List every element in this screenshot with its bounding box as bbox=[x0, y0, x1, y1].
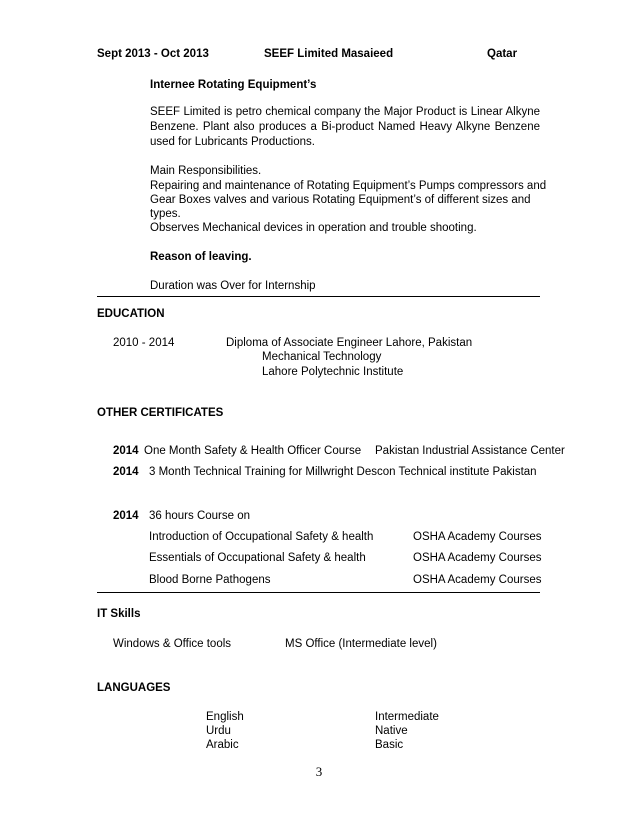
it-skills-heading: IT Skills bbox=[97, 608, 141, 620]
education-heading: EDUCATION bbox=[97, 308, 165, 320]
certificate-year: 2014 bbox=[113, 445, 139, 457]
section-divider bbox=[97, 592, 540, 593]
education-institute: Lahore Polytechnic Institute bbox=[262, 366, 404, 378]
certificate-course: One Month Safety & Health Officer Course bbox=[144, 445, 362, 457]
certificate-year: 2014 bbox=[113, 466, 139, 478]
language-level: Basic bbox=[375, 739, 404, 751]
language-level: Intermediate bbox=[375, 711, 439, 723]
page-number: 3 bbox=[315, 764, 323, 779]
responsibility-line: Observes Mechanical devices in operation and trouble shooting. bbox=[150, 222, 477, 234]
language-name: Arabic bbox=[206, 739, 239, 751]
osha-course-name: Blood Borne Pathogens bbox=[149, 574, 271, 586]
job-dates: Sept 2013 - Oct 2013 bbox=[97, 48, 209, 60]
osha-course-org: OSHA Academy Courses bbox=[413, 574, 542, 586]
responsibility-line: Gear Boxes valves and various Rotating Equipment’s of different sizes and bbox=[150, 194, 531, 206]
it-skill-level: MS Office (Intermediate level) bbox=[285, 638, 437, 650]
language-level: Native bbox=[375, 725, 408, 737]
osha-course-org: OSHA Academy Courses bbox=[413, 552, 542, 564]
responsibility-line: Repairing and maintenance of Rotating Equipment’s Pumps compressors and bbox=[150, 180, 547, 192]
languages-heading: LANGUAGES bbox=[97, 682, 171, 694]
certificate-course-title: 36 hours Course on bbox=[149, 510, 251, 522]
responsibility-line: types. bbox=[150, 208, 181, 220]
responsibilities-heading: Main Responsibilities. bbox=[150, 165, 262, 177]
education-years: 2010 - 2014 bbox=[113, 337, 175, 349]
language-name: Urdu bbox=[206, 725, 231, 737]
reason-text: Duration was Over for Internship bbox=[150, 280, 316, 292]
section-divider bbox=[97, 296, 540, 297]
osha-course-name: Introduction of Occupational Safety & health bbox=[149, 531, 374, 543]
education-field: Mechanical Technology bbox=[262, 351, 382, 363]
certificates-heading: OTHER CERTIFICATES bbox=[97, 407, 224, 419]
job-position: Internee Rotating Equipment’s bbox=[150, 79, 317, 91]
education-diploma: Diploma of Associate Engineer Lahore, Pakistan bbox=[226, 337, 473, 349]
job-country: Qatar bbox=[487, 48, 518, 60]
it-skill: Windows & Office tools bbox=[113, 638, 232, 650]
language-name: English bbox=[206, 711, 244, 723]
osha-course-org: OSHA Academy Courses bbox=[413, 531, 542, 543]
certificate-year: 2014 bbox=[113, 510, 139, 522]
job-description: SEEF Limited is petro chemical company the Major Product is Linear Alkyne Benzene. Plant also produces a Bi-product Named Heavy Alkyne Benzene used for Lubricants Productions. bbox=[150, 106, 540, 148]
osha-course-name: Essentials of Occupational Safety & health bbox=[149, 552, 366, 564]
certificate-course: 3 Month Technical Training for Millwright Descon Technical institute Pakistan bbox=[149, 466, 537, 478]
reason-heading: Reason of leaving. bbox=[150, 251, 252, 263]
certificate-organization: Pakistan Industrial Assistance Center bbox=[375, 445, 565, 457]
job-company: SEEF Limited Masaieed bbox=[264, 48, 394, 60]
